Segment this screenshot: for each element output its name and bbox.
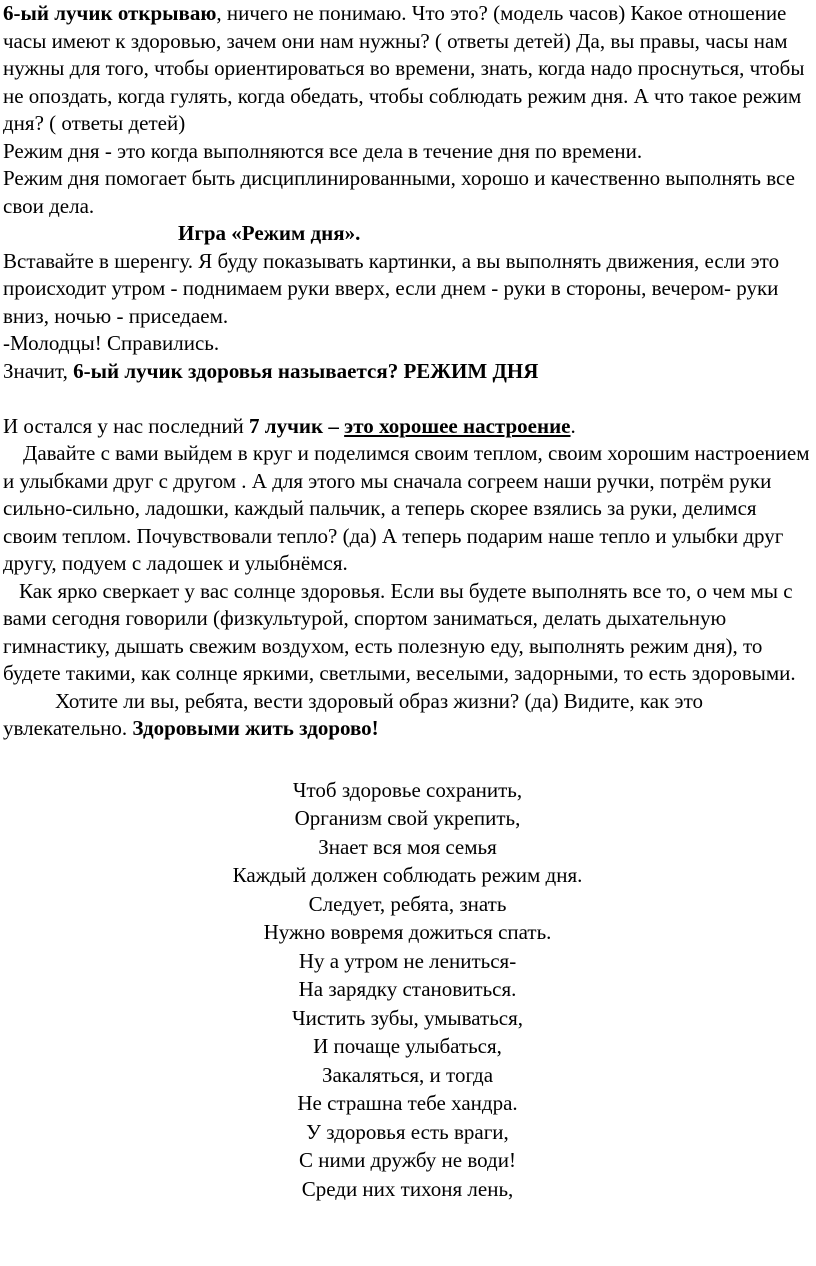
ray7-bold: 7 лучик –	[249, 413, 345, 438]
poem-line: Закаляться, и тогда	[321, 1062, 494, 1087]
poem-line: Ну а утром не лениться-	[298, 948, 517, 973]
ray6-conclusion	[3, 358, 812, 386]
poem-line: С ними дружбу не води!	[299, 1148, 516, 1172]
game-title	[3, 220, 812, 248]
healthy-life-bold: Здоровыми жить здорово!	[132, 716, 379, 740]
definition-line-2: Режим дня помогает быть дисциплинированными, хорошо и качественно выполнять все свои дела.	[3, 166, 795, 218]
ray7-underlined: это хорошее настроение	[344, 413, 571, 438]
game-instructions: Вставайте в шеренгу. Я буду показывать картинки, а вы выполнять движения, если это происходит утром - поднимаем руки вверх, если днем - руки в стороны, вечером- руки вниз, ночью - приседаем.	[3, 248, 780, 328]
poem-line: Следует, ребята, знать	[308, 891, 507, 916]
sun-paragraph: Как ярко сверкает у вас солнце здоровья. Если вы будете выполнять все то, о чем мы с вами сегодня говорили (физкультурой, спортом заниматься, делать дыхательную гимнастику, дышать свежим воздухом, есть полезную еду, выполнять режим дня), то будете такими, как солнце яркими, светлыми, веселыми, задорными, то есть здоровыми.	[3, 578, 796, 685]
intro-paragraph	[3, 0, 812, 138]
ray7-prefix: И остался у нас последний	[3, 413, 250, 438]
game-praise: -Молодцы! Справились.	[3, 331, 220, 355]
ray7-heading	[3, 413, 812, 441]
poem-line: И почаще улыбаться,	[313, 1034, 502, 1058]
poem-line: Организм свой укрепить,	[294, 806, 521, 830]
poem-line: У здоровья есть враги,	[306, 1119, 509, 1144]
poem-line: Не страшна тебе хандра.	[297, 1091, 518, 1115]
conclusion-prefix: Значит,	[3, 358, 74, 383]
spacer	[3, 743, 812, 776]
poem	[3, 776, 812, 1204]
poem-line: Чтоб здоровье сохранить,	[292, 777, 523, 802]
intro-text: , ничего не понимаю. Что это? (модель часов) Какое отношение часы имеют к здоровью, зачем они нам нужны? ( ответы детей) Да, вы правы, часы нам нужны для того, чтобы ориентироваться во времени, знать, когда надо проснуться, чтобы не опоздать, когда гулять, когда обедать, чтобы соблюдать режим дня. А что такое режим дня? ( ответы детей)	[3, 1, 805, 135]
poem-line: Нужно вовремя дожиться спать.	[263, 920, 552, 944]
poem-line: Чистить зубы, умываться,	[291, 1005, 524, 1030]
poem-line: Каждый должен соблюдать режим дня.	[232, 863, 583, 887]
poem-line: Среди них тихоня лень,	[301, 1176, 514, 1201]
game-title-text: Игра «Режим дня».	[178, 221, 361, 245]
ray7-suffix: .	[570, 413, 576, 438]
conclusion-bold: 6-ый лучик здоровья называется? РЕЖИМ ДНЯ	[73, 358, 539, 383]
spacer	[3, 385, 812, 413]
ray6-lead: 6-ый лучик открываю	[3, 1, 217, 25]
warmth-paragraph: Давайте с вами выйдем в круг и поделимся своим теплом, своим хорошим настроением и улыбками друг с другом . А для этого мы сначала согреем наши ручки, потрём руки сильно-сильно, ладошки, каждый пальчик, а теперь скорее взялись за руки, делимся своим теплом. Почувствовали тепло? (да) А теперь подарим наше тепло и улыбки друг другу, подуем с ладошек и улыбнёмся.	[3, 441, 810, 575]
healthy-life-paragraph	[3, 688, 812, 743]
healthy-life-text: Хотите ли вы, ребята, вести здоровый образ жизни? (да) Видите, как это увлекательно.	[3, 688, 703, 740]
definition-line-1: Режим дня - это когда выполняются все дела в течение дня по времени.	[3, 138, 643, 163]
poem-line: На зарядку становиться.	[298, 977, 517, 1001]
poem-line: Знает вся моя семья	[318, 834, 497, 859]
